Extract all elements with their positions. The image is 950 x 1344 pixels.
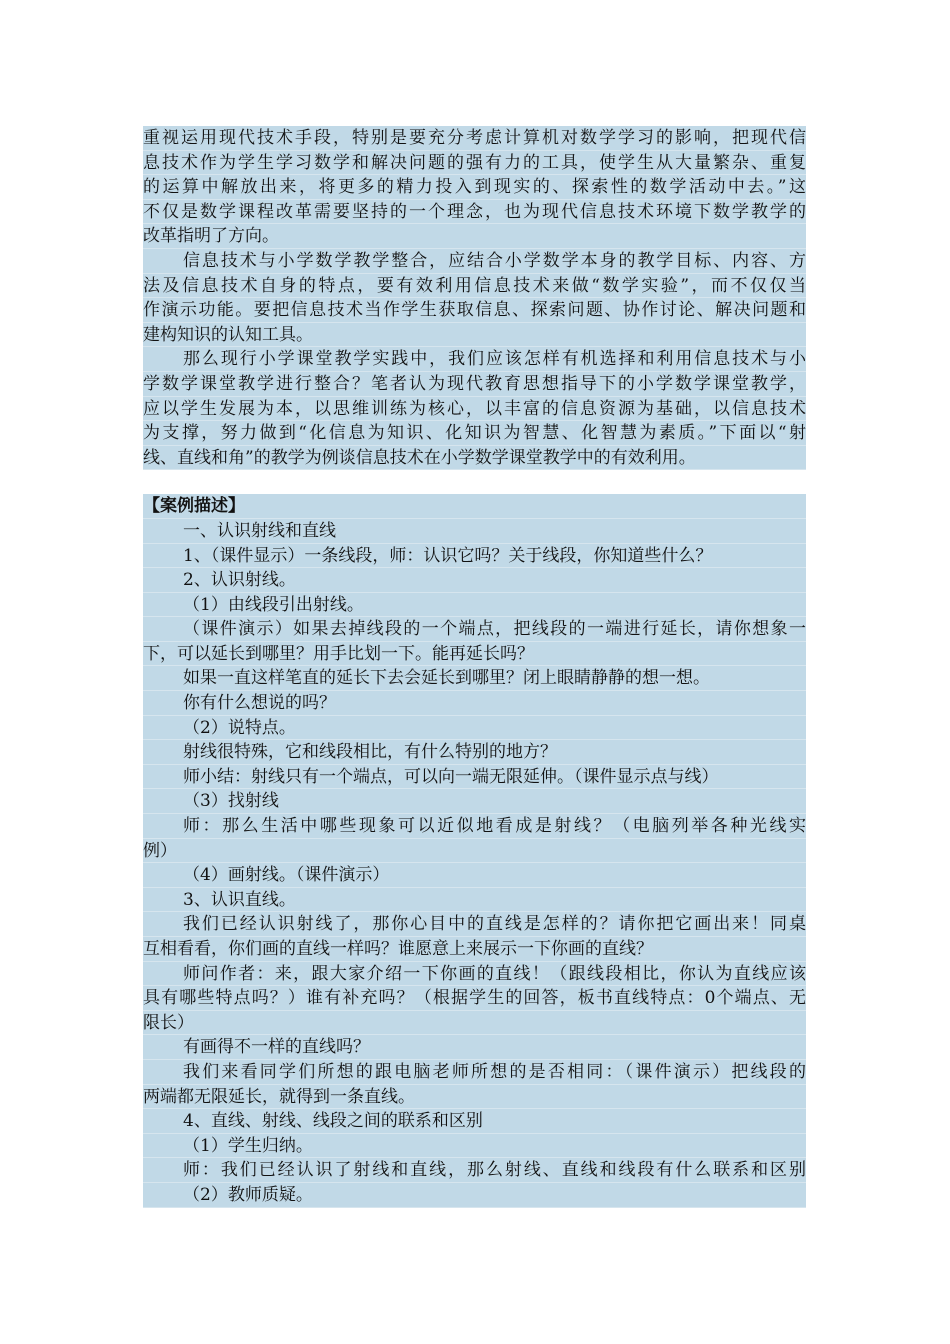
case-line: 有画得不一样的直线吗？ [143,1035,806,1060]
case-line: 一、认识射线和直线 [143,519,806,544]
intro-line: 改革指明了方向。 [143,224,806,249]
intro-line: 为支撑，努力做到“化信息为知识、化知识为智慧、化智慧为素质。”下面以“射 [143,421,806,446]
case-line: （4）画射线。（课件演示） [143,863,806,888]
case-line: 4、直线、射线、线段之间的联系和区别 [143,1109,806,1134]
case-line: （1）学生归纳。 [143,1134,806,1159]
intro-line: 作演示功能。要把信息技术当作学生获取信息、探索问题、协作讨论、解决问题和 [143,298,806,323]
intro-line: 的运算中解放出来，将更多的精力投入到现实的、探索性的数学活动中去。”这 [143,175,806,200]
paragraph-gap [143,470,806,494]
case-line: 2、认识射线。 [143,568,806,593]
case-line: 3、认识直线。 [143,888,806,913]
case-line: （1）由线段引出射线。 [143,593,806,618]
case-line: 我们来看同学们所想的跟电脑老师所想的是否相同：（课件演示）把线段的 [143,1060,806,1085]
intro-line: 建构知识的认知工具。 [143,323,806,348]
case-line: （2）说特点。 [143,716,806,741]
document-page [143,126,806,1208]
intro-line: 法及信息技术自身的特点，要有效利用信息技术来做“数学实验”，而不仅仅当 [143,274,806,299]
case-line: 如果一直这样笔直的延长下去会延长到哪里？闭上眼睛静静的想一想。 [143,666,806,691]
intro-line: 信息技术与小学数学教学整合，应结合小学数学本身的教学目标、内容、方 [143,249,806,274]
case-line: 限长） [143,1011,806,1036]
intro-line: 线、直线和角”的教学为例谈信息技术在小学数学课堂教学中的有效利用。 [143,446,806,471]
case-line: 两端都无限延长，就得到一条直线。 [143,1085,806,1110]
case-line: 具有哪些特点吗？）谁有补充吗？（根据学生的回答，板书直线特点：0个端点、无 [143,986,806,1011]
intro-line: 那么现行小学课堂教学实践中，我们应该怎样有机选择和利用信息技术与小 [143,347,806,372]
case-line: 师：我们已经认识了射线和直线，那么射线、直线和线段有什么联系和区别 [143,1158,806,1183]
intro-line: 重视运用现代技术手段，特别是要充分考虑计算机对数学学习的影响，把现代信 [143,126,806,151]
case-line: 我们已经认识射线了，那你心目中的直线是怎样的？请你把它画出来！同桌 [143,912,806,937]
case-line: 互相看看，你们画的直线一样吗？谁愿意上来展示一下你画的直线？ [143,937,806,962]
case-line: 你有什么想说的吗？ [143,691,806,716]
case-line: 射线很特殊，它和线段相比，有什么特别的地方？ [143,740,806,765]
case-line: 师小结：射线只有一个端点，可以向一端无限延伸。（课件显示点与线） [143,765,806,790]
intro-line: 息技术作为学生学习数学和解决问题的强有力的工具，使学生从大量繁杂、重复 [143,151,806,176]
case-line: 师：那么生活中哪些现象可以近似地看成是射线？（电脑列举各种光线实 [143,814,806,839]
case-line: （3）找射线 [143,789,806,814]
case-line: 1、（课件显示）一条线段，师：认识它吗？关于线段，你知道些什么？ [143,544,806,569]
case-line: 下，可以延长到哪里？用手比划一下。能再延长吗？ [143,642,806,667]
section-heading: 【案例描述】 [143,494,806,519]
case-line: （2）教师质疑。 [143,1183,806,1208]
intro-line: 不仅是数学课程改革需要坚持的一个理念，也为现代信息技术环境下数学教学的 [143,200,806,225]
case-line: 师问作者：来，跟大家介绍一下你画的直线！（跟线段相比，你认为直线应该 [143,962,806,987]
case-line: （课件演示）如果去掉线段的一个端点，把线段的一端进行延长，请你想象一 [143,617,806,642]
intro-line: 应以学生发展为本，以思维训练为核心，以丰富的信息资源为基础，以信息技术 [143,397,806,422]
case-line: 例） [143,839,806,864]
intro-line: 学数学课堂教学进行整合？笔者认为现代教育思想指导下的小学数学课堂教学， [143,372,806,397]
